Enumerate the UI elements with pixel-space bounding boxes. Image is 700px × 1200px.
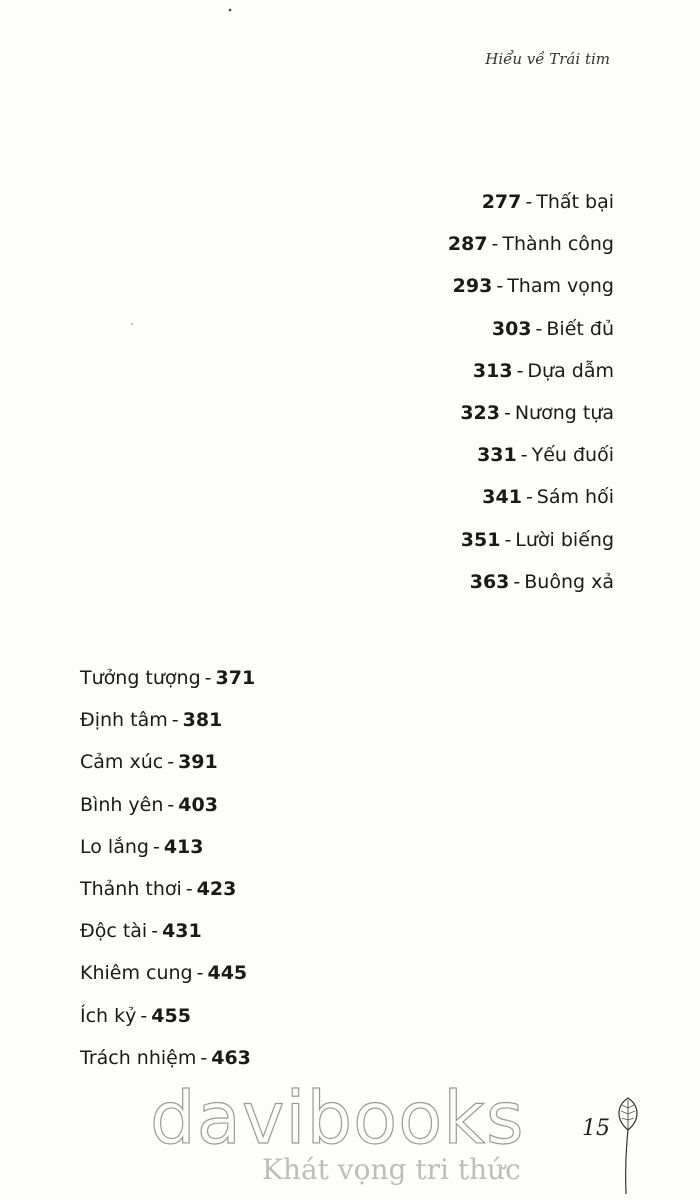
toc-separator: - [503, 401, 511, 424]
toc-separator: - [513, 570, 521, 593]
toc-entry[interactable] [80, 704, 440, 746]
toc-separator: - [535, 317, 543, 340]
toc-separator: - [520, 444, 528, 467]
toc-list-right [254, 186, 614, 608]
toc-entry[interactable] [254, 566, 614, 608]
toc-page-number: 287 [447, 233, 488, 256]
toc-entry[interactable] [80, 1000, 440, 1042]
toc-title: Ích kỷ [80, 1004, 137, 1027]
toc-title: Thành công [502, 233, 614, 256]
toc-page-number: 403 [178, 793, 218, 816]
toc-title: Thảnh thơi [80, 877, 182, 900]
toc-entry[interactable] [80, 746, 440, 788]
toc-entry[interactable] [254, 313, 614, 355]
watermark-tagline: Khát vọng tri thức [262, 1153, 521, 1186]
toc-separator: - [152, 835, 160, 858]
toc-page-number: 371 [215, 667, 256, 689]
toc-entry[interactable] [80, 831, 440, 873]
toc-title: Khiêm cung [80, 962, 193, 985]
toc-page-number: 303 [491, 317, 532, 340]
toc-page-number: 351 [460, 528, 501, 551]
toc-entry[interactable] [80, 789, 440, 831]
toc-entry[interactable] [254, 397, 614, 439]
toc-title: Tham vọng [507, 275, 614, 298]
running-title: Hiểu về Trái tim [485, 50, 610, 68]
toc-separator: - [204, 667, 212, 689]
toc-title: Độc tài [80, 920, 148, 943]
toc-page-number: 313 [472, 359, 513, 382]
toc-separator: - [496, 275, 504, 298]
toc-title: Định tâm [80, 709, 168, 732]
toc-page-number: 293 [452, 275, 493, 298]
toc-page-number: 445 [207, 962, 248, 985]
page-number: 15 [582, 1116, 610, 1141]
toc-separator: - [516, 359, 524, 382]
toc-title: Bình yên [80, 793, 164, 816]
toc-separator: - [140, 1004, 148, 1027]
toc-entry[interactable] [254, 186, 614, 228]
toc-separator: - [525, 191, 533, 213]
toc-page-number: 455 [151, 1004, 191, 1027]
toc-title: Buông xả [524, 570, 614, 593]
toc-separator: - [491, 233, 499, 256]
toc-separator: - [200, 1046, 208, 1069]
toc-separator: - [185, 877, 193, 900]
toc-page-number: 463 [211, 1046, 251, 1069]
bodhi-leaf-icon [612, 1094, 652, 1200]
toc-title: Cảm xúc [80, 751, 164, 774]
toc-page-number: 331 [477, 444, 517, 467]
toc-page-number: 341 [482, 486, 522, 509]
toc-separator: - [151, 920, 159, 943]
toc-entry[interactable] [254, 439, 614, 481]
toc-list-left [80, 662, 440, 1084]
toc-entry[interactable] [254, 481, 614, 523]
toc-page-number: 413 [163, 835, 204, 858]
toc-page-number: 277 [481, 191, 522, 213]
toc-separator: - [167, 751, 175, 774]
toc-entry[interactable] [254, 228, 614, 270]
toc-entry[interactable] [80, 915, 440, 957]
toc-separator: - [504, 528, 512, 551]
toc-page-number: 391 [178, 751, 218, 774]
toc-page-number: 323 [460, 401, 500, 424]
toc-page-number: 431 [162, 920, 202, 943]
toc-title: Trách nhiệm [80, 1046, 197, 1069]
toc-entry[interactable] [80, 957, 440, 999]
toc-separator: - [167, 793, 175, 816]
toc-title: Tưởng tượng [80, 667, 201, 689]
toc-entry[interactable] [254, 355, 614, 397]
toc-title: Biết đủ [546, 317, 614, 340]
toc-title: Nương tựa [514, 401, 614, 424]
toc-title: Yếu đuối [531, 444, 614, 467]
toc-entry[interactable] [254, 270, 614, 312]
toc-separator: - [525, 486, 533, 509]
toc-page-number: 363 [469, 570, 510, 593]
toc-title: Lo lắng [80, 835, 149, 858]
toc-separator: - [171, 709, 179, 732]
toc-page-number: 423 [196, 877, 237, 900]
toc-page-number: 381 [182, 709, 223, 732]
toc-entry[interactable] [80, 873, 440, 915]
toc-title: Dựa dẫm [527, 359, 614, 382]
toc-separator: - [196, 962, 204, 985]
toc-title: Thất bại [536, 191, 614, 213]
toc-entry[interactable] [254, 524, 614, 566]
toc-title: Lười biếng [515, 528, 614, 551]
watermark-logo: davibooks [150, 1076, 525, 1160]
toc-title: Sám hối [536, 486, 614, 509]
toc-entry[interactable] [80, 662, 440, 704]
